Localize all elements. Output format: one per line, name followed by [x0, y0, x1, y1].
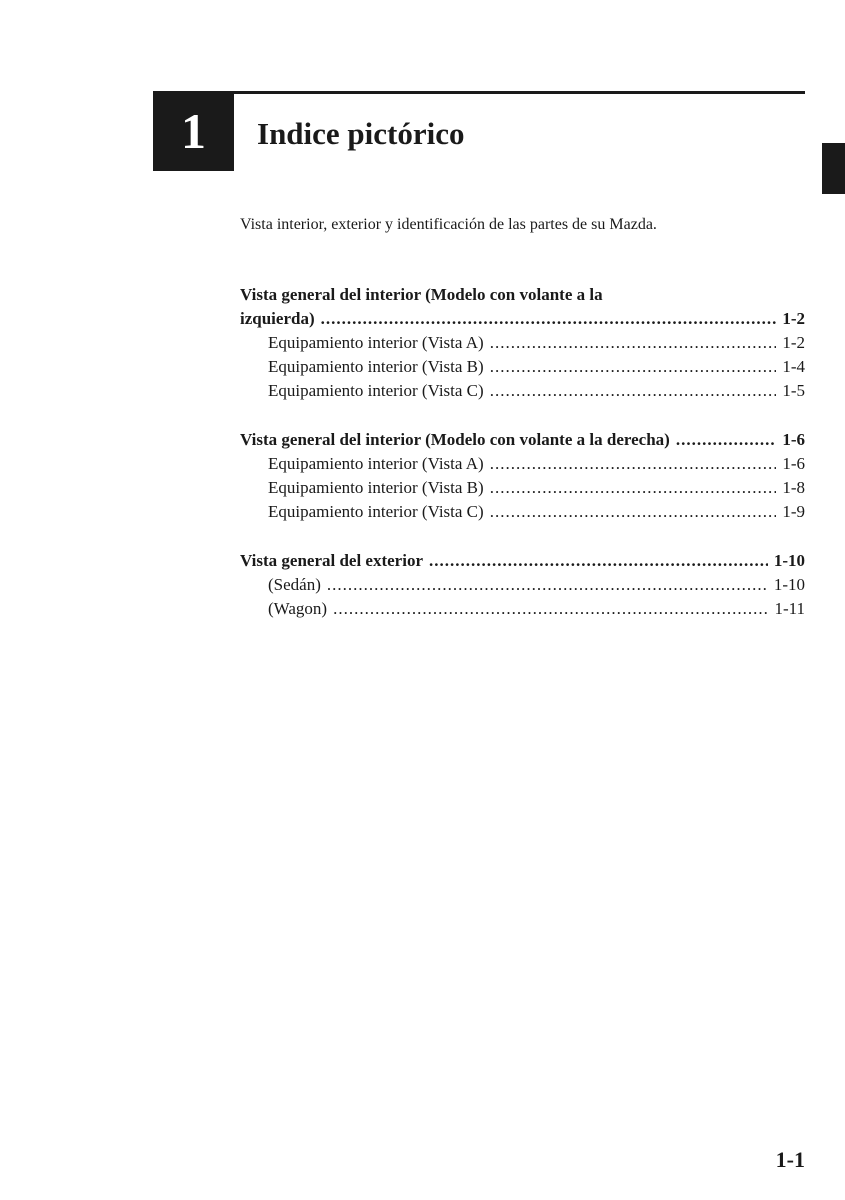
toc-page: 1-11: [774, 599, 805, 618]
leader-dots: [676, 428, 777, 452]
leader-dots: [333, 597, 768, 621]
toc-page: 1-5: [782, 381, 805, 400]
leader-dots: [321, 307, 777, 331]
toc-page: 1-2: [782, 333, 805, 352]
toc-heading-row[interactable]: [240, 549, 805, 573]
toc-entry[interactable]: [240, 573, 805, 597]
leader-dots: [490, 476, 777, 500]
toc-heading: Vista general del interior (Modelo con volante a la derecha): [240, 430, 670, 449]
toc-heading-cont: izquierda): [240, 309, 315, 328]
toc-page: 1-6: [782, 430, 805, 449]
toc-entry[interactable]: [240, 476, 805, 500]
toc-section-exterior: [240, 549, 805, 621]
leader-dots: [490, 379, 777, 403]
toc-section-interior-right: [240, 428, 805, 524]
chapter-edge-tab: [822, 143, 845, 194]
toc-entry-label: Equipamiento interior (Vista B): [268, 357, 484, 376]
toc-page: 1-10: [773, 575, 805, 594]
toc-heading[interactable]: Vista general del interior (Modelo con volante a la: [240, 285, 603, 304]
table-of-contents: [240, 283, 805, 646]
toc-entry[interactable]: [240, 355, 805, 379]
intro-text: Vista interior, exterior y identificación de las partes de su Mazda.: [240, 216, 657, 233]
chapter-number: 1: [181, 103, 206, 159]
toc-entry-label: Equipamiento interior (Vista C): [268, 502, 484, 521]
toc-heading-row[interactable]: [240, 307, 805, 331]
toc-page: 1-10: [773, 551, 805, 570]
top-rule: [234, 91, 805, 94]
toc-entry-label: Equipamiento interior (Vista A): [268, 454, 484, 473]
toc-entry-label: (Sedán): [268, 575, 321, 594]
toc-heading: Vista general del exterior: [240, 551, 423, 570]
toc-page: 1-2: [782, 309, 805, 328]
leader-dots: [490, 500, 777, 524]
toc-entry-label: Equipamiento interior (Vista A): [268, 333, 484, 352]
leader-dots: [490, 331, 777, 355]
toc-section-interior-left: [240, 283, 805, 403]
chapter-number-box: [153, 91, 234, 171]
leader-dots: [490, 452, 777, 476]
leader-dots: [327, 573, 768, 597]
toc-heading-row[interactable]: [240, 428, 805, 452]
toc-entry[interactable]: [240, 452, 805, 476]
toc-entry-label: Equipamiento interior (Vista C): [268, 381, 484, 400]
toc-entry[interactable]: [240, 500, 805, 524]
toc-entry[interactable]: [240, 331, 805, 355]
chapter-title: Indice pictórico: [257, 116, 465, 151]
toc-entry-label: Equipamiento interior (Vista B): [268, 478, 484, 497]
toc-page: 1-6: [782, 454, 805, 473]
leader-dots: [429, 549, 768, 573]
toc-page: 1-4: [782, 357, 805, 376]
page-number: 1-1: [775, 1147, 805, 1172]
leader-dots: [490, 355, 777, 379]
toc-entry[interactable]: [240, 379, 805, 403]
toc-page: 1-8: [782, 478, 805, 497]
toc-entry-label: (Wagon): [268, 599, 328, 618]
toc-entry[interactable]: [240, 597, 805, 621]
toc-page: 1-9: [782, 502, 805, 521]
